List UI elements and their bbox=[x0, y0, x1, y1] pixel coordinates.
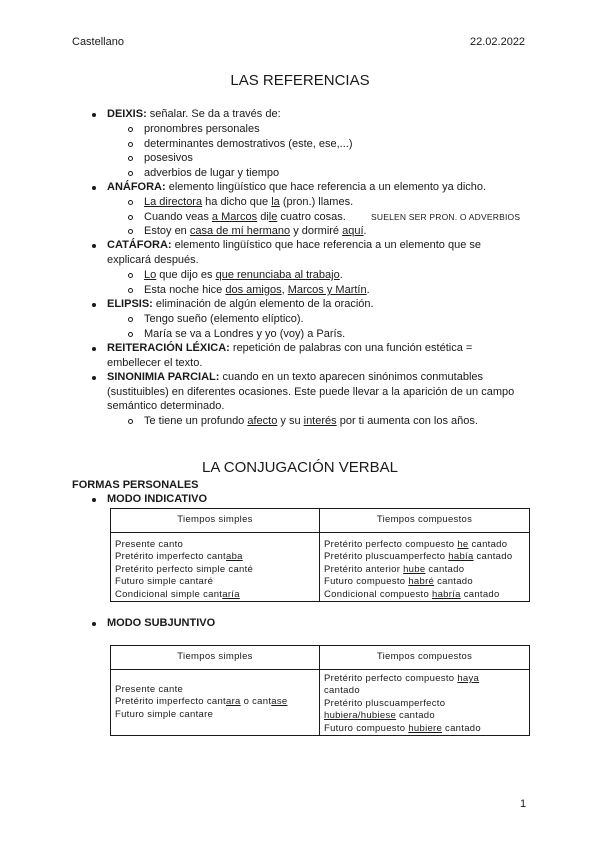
list-item-continuation: (sustituibles) en diferentes ocasiones. Este puede llevar a la aparición de un campo bbox=[107, 386, 515, 398]
table-line: Pretérito imperfecto cantaba bbox=[115, 551, 243, 563]
table-line: Pretérito pluscuamperfecto había cantado bbox=[324, 551, 513, 563]
table-cell-compuestos bbox=[320, 670, 530, 736]
table-cell-simples bbox=[111, 533, 320, 602]
table-line: Pretérito perfecto simple canté bbox=[115, 563, 254, 575]
list-item-continuation: explicará después. bbox=[107, 254, 199, 266]
example-line: Te tiene un profundo afecto y su interés por ti aumenta con los años. bbox=[144, 415, 478, 427]
table-line: Futuro compuesto habré cantado bbox=[324, 576, 473, 588]
bullet bbox=[92, 498, 96, 502]
list-item-continuation: semántico determinado. bbox=[107, 400, 225, 412]
example-line: La directora ha dicho que la (pron.) llames. bbox=[144, 196, 354, 208]
sub-bullet bbox=[128, 317, 133, 322]
sub-item: pronombres personales bbox=[144, 123, 260, 135]
page-number: 1 bbox=[520, 798, 527, 810]
example-line: Estoy en casa de mí hermano y dormiré aquí. bbox=[144, 225, 367, 237]
section-title-conjugacion: LA CONJUGACIÓN VERBAL bbox=[202, 459, 398, 476]
mode-label-indicativo: MODO INDICATIVO bbox=[107, 493, 208, 505]
example-line: Esta noche hice dos amigos, Marcos y Martín. bbox=[144, 284, 370, 296]
sub-item: determinantes demostrativos (este, ese,...) bbox=[144, 138, 353, 150]
table-line: Condicional simple cantaría bbox=[115, 588, 240, 600]
table-line: Futuro simple cantare bbox=[115, 708, 214, 720]
bullet bbox=[92, 622, 96, 626]
sub-item: adverbios de lugar y tiempo bbox=[144, 167, 280, 179]
table-line: Pretérito perfecto compuesto he cantado bbox=[324, 539, 508, 550]
table-line: Futuro simple cantaré bbox=[115, 576, 214, 588]
table-line: Presente cante bbox=[115, 683, 184, 695]
header-subject: Castellano bbox=[72, 36, 124, 48]
sub-item: posesivos bbox=[144, 152, 193, 164]
bullet bbox=[92, 113, 96, 117]
example-line: María se va a Londres y yo (voy) a París. bbox=[144, 328, 346, 340]
sub-bullet bbox=[128, 156, 133, 161]
sub-bullet bbox=[128, 200, 133, 205]
sub-bullet bbox=[128, 419, 133, 424]
list-item-deixis: DEIXIS: señalar. Se da a través de: bbox=[107, 108, 281, 120]
sub-bullet bbox=[128, 273, 133, 278]
table-cell-compuestos bbox=[320, 533, 530, 602]
table-line: Condicional compuesto habría cantado bbox=[324, 588, 500, 600]
table-line: Presente canto bbox=[115, 539, 184, 550]
sub-bullet bbox=[128, 171, 133, 176]
sub-bullet bbox=[128, 142, 133, 147]
margin-note: SUELEN SER PRON. O ADVERBIOS bbox=[371, 212, 521, 222]
sub-bullet bbox=[128, 215, 133, 220]
bullet bbox=[92, 347, 96, 351]
subsection-title: FORMAS PERSONALES bbox=[72, 479, 199, 491]
mode-label-subjuntivo: MODO SUBJUNTIVO bbox=[107, 617, 216, 629]
bullet bbox=[92, 303, 96, 307]
table-cell-simples bbox=[111, 670, 320, 736]
section-title-referencias: LAS REFERENCIAS bbox=[230, 72, 370, 89]
list-item-reiteracion: REITERACIÓN LÉXICA: repetición de palabras con una función estética = bbox=[107, 342, 473, 354]
header-date: 22.02.2022 bbox=[470, 36, 526, 48]
table-line: Futuro compuesto hubiere cantado bbox=[324, 722, 481, 734]
sub-bullet bbox=[128, 127, 133, 132]
column-header: Tiempos simples bbox=[111, 509, 320, 533]
list-item-elipsis: ELIPSIS: eliminación de algún elemento de la oración. bbox=[107, 298, 374, 310]
list-item-sinonimia: SINONIMIA PARCIAL: cuando en un texto aparecen sinónimos conmutables bbox=[107, 371, 484, 383]
example-line: Tengo sueño (elemento elíptico). bbox=[144, 313, 304, 325]
table-line: Pretérito anterior hube cantado bbox=[324, 563, 465, 575]
table-line: hubiera/hubiese cantado bbox=[324, 710, 435, 722]
table-line: Pretérito pluscuamperfecto bbox=[324, 697, 446, 709]
example-line: Lo que dijo es que renunciaba al trabajo. bbox=[144, 269, 343, 281]
table-line: Pretérito imperfecto cantara o cantase bbox=[115, 696, 288, 708]
column-header: Tiempos compuestos bbox=[320, 646, 530, 670]
example-line: Cuando veas a Marcos dile cuatro cosas. bbox=[144, 211, 346, 223]
list-item-catafora: CATÁFORA: elemento lingüístico que hace referencia a un elemento que se bbox=[107, 239, 481, 251]
bullet bbox=[92, 376, 96, 380]
sub-bullet bbox=[128, 288, 133, 293]
table-indicativo bbox=[110, 508, 530, 602]
table-subjuntivo bbox=[110, 645, 530, 736]
list-item-continuation: embellecer el texto. bbox=[107, 357, 203, 369]
table-line: cantado bbox=[324, 685, 360, 697]
sub-bullet bbox=[128, 332, 133, 337]
bullet bbox=[92, 244, 96, 248]
column-header: Tiempos compuestos bbox=[320, 509, 530, 533]
table-line: Pretérito perfecto compuesto haya bbox=[324, 673, 480, 684]
bullet bbox=[92, 186, 96, 190]
list-item-anafora: ANÁFORA: elemento lingüístico que hace referencia a un elemento ya dicho. bbox=[107, 181, 487, 193]
sub-bullet bbox=[128, 229, 133, 234]
column-header: Tiempos simples bbox=[111, 646, 320, 670]
